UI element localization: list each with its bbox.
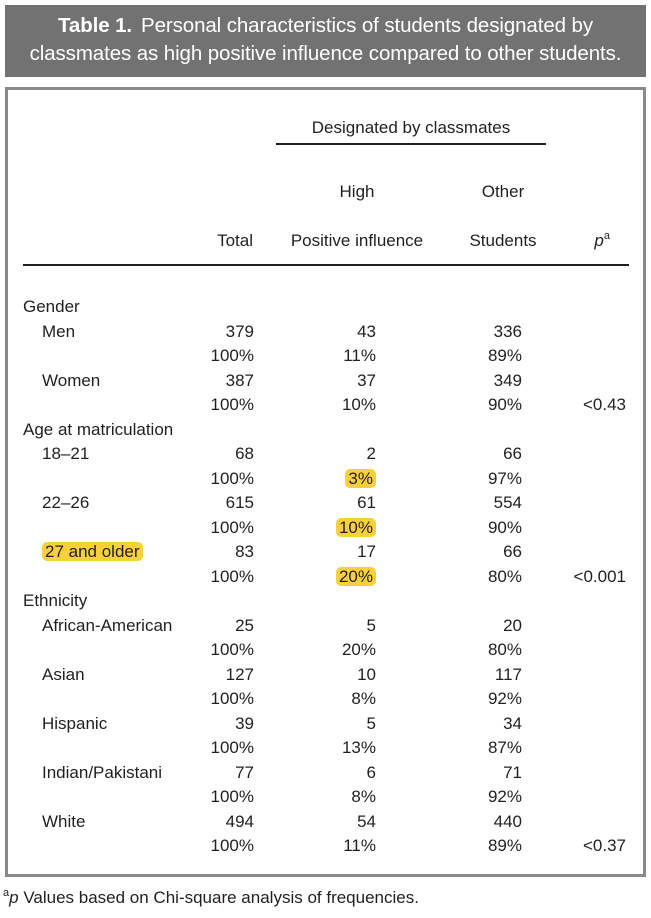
cell-total-pct: 100% xyxy=(210,566,254,586)
cell-other-pct: 89% xyxy=(487,836,522,855)
cell-total-pct: 100% xyxy=(210,468,254,488)
cell-other: 66 xyxy=(503,542,522,561)
cell-other-pct: 87% xyxy=(487,738,522,757)
cell-p: <0.43 xyxy=(582,395,626,414)
cell-other: 20 xyxy=(503,615,522,635)
cell-total: 25 xyxy=(235,615,254,635)
table-caption xyxy=(5,5,646,77)
cell-other: 440 xyxy=(493,811,522,831)
cell-high: 37 xyxy=(357,370,376,390)
row-label: African-American xyxy=(42,615,173,635)
cell-high-pct: 3% xyxy=(300,468,376,490)
row-label: Women xyxy=(42,370,101,390)
cell-total: 494 xyxy=(225,811,254,831)
cell-other-pct: 92% xyxy=(487,787,522,806)
row-label: Asian xyxy=(42,664,85,684)
cell-other-pct: 80% xyxy=(487,566,522,586)
cell-high: 43 xyxy=(357,321,376,341)
cell-other: 34 xyxy=(503,713,522,733)
cell-high: 61 xyxy=(357,493,376,512)
cell-high-pct: 20% xyxy=(300,566,376,588)
caption-label: Table 1. xyxy=(58,14,133,37)
cell-high-pct: 20% xyxy=(341,640,376,659)
cell-high: 54 xyxy=(357,811,376,831)
cell-total-pct: 100% xyxy=(210,787,254,806)
cell-high: 6 xyxy=(366,762,376,782)
col-high-line1: High xyxy=(339,182,375,201)
cell-high-pct: 8% xyxy=(351,689,376,708)
cell-high: 5 xyxy=(366,713,376,733)
cell-total: 615 xyxy=(225,493,254,512)
cell-total-pct: 100% xyxy=(210,346,254,365)
header-rule xyxy=(23,264,629,266)
cell-total: 83 xyxy=(235,542,254,561)
cell-other: 117 xyxy=(494,664,522,684)
caption-line-1 xyxy=(5,14,646,38)
row-label: 18–21 xyxy=(42,444,90,463)
col-total: Total xyxy=(217,231,253,250)
cell-other: 336 xyxy=(493,321,522,341)
cell-p: <0.001 xyxy=(573,566,626,586)
cell-total: 68 xyxy=(235,444,254,463)
cell-total: 387 xyxy=(225,370,254,390)
cell-high-pct: 8% xyxy=(351,787,376,806)
section-label: Age at matriculation xyxy=(23,419,174,439)
row-label: Hispanic xyxy=(42,713,108,733)
row-label: 27 and older xyxy=(42,541,222,563)
cell-other: 71 xyxy=(503,762,522,782)
col-other-line1: Other xyxy=(481,182,525,201)
cell-high-pct: 13% xyxy=(341,738,376,757)
col-high-line2: Positive influence xyxy=(290,231,424,250)
cell-high-pct: 11% xyxy=(343,346,376,365)
cell-total: 379 xyxy=(225,321,254,341)
cell-high: 17 xyxy=(357,542,376,561)
cell-total-pct: 100% xyxy=(210,689,254,708)
cell-other: 349 xyxy=(493,370,522,390)
col-p: $p^a$ xyxy=(594,230,610,250)
cell-other-pct: 90% xyxy=(487,395,522,414)
cell-p: <0.37 xyxy=(582,836,626,855)
cell-total-pct: 100% xyxy=(210,517,254,537)
row-label: 22–26 xyxy=(42,493,90,512)
cell-total-pct: 100% xyxy=(210,395,254,414)
cell-total: 127 xyxy=(225,664,254,684)
cell-high-pct: 11% xyxy=(343,836,376,855)
section-label: Gender xyxy=(23,297,80,316)
group-header-rule xyxy=(276,143,546,145)
cell-other: 66 xyxy=(503,444,522,463)
cell-high-pct: 10% xyxy=(341,395,376,414)
cell-total-pct: 100% xyxy=(210,738,254,757)
cell-other-pct: 97% xyxy=(487,468,522,488)
cell-high: 5 xyxy=(366,615,376,635)
cell-total-pct: 100% xyxy=(210,640,254,659)
cell-total-pct: 100% xyxy=(210,836,254,855)
cell-other-pct: 92% xyxy=(487,689,522,708)
cell-high-pct: 10% xyxy=(300,517,376,539)
col-other-line2: Students xyxy=(469,231,537,250)
cell-other-pct: 90% xyxy=(487,517,522,537)
cell-high: 2 xyxy=(366,444,376,463)
section-label: Ethnicity xyxy=(23,591,88,610)
cell-high: 10 xyxy=(357,664,376,684)
row-label: Indian/Pakistani xyxy=(42,762,163,782)
cell-other-pct: 89% xyxy=(487,346,522,365)
row-label: White xyxy=(42,811,86,831)
group-header: Designated by classmates xyxy=(311,118,511,137)
footnote: $^a$p Values based on Chi-square analysis of frequencies. xyxy=(3,887,419,907)
cell-other: 554 xyxy=(493,493,522,512)
caption-text-1: Personal characteristics of students designated by xyxy=(141,14,593,37)
caption-text-2: classmates as high positive influence compared to other students. xyxy=(29,42,622,65)
cell-total: 39 xyxy=(235,713,254,733)
cell-total: 77 xyxy=(235,762,254,782)
cell-other-pct: 80% xyxy=(487,640,522,659)
row-label: Men xyxy=(42,321,76,341)
